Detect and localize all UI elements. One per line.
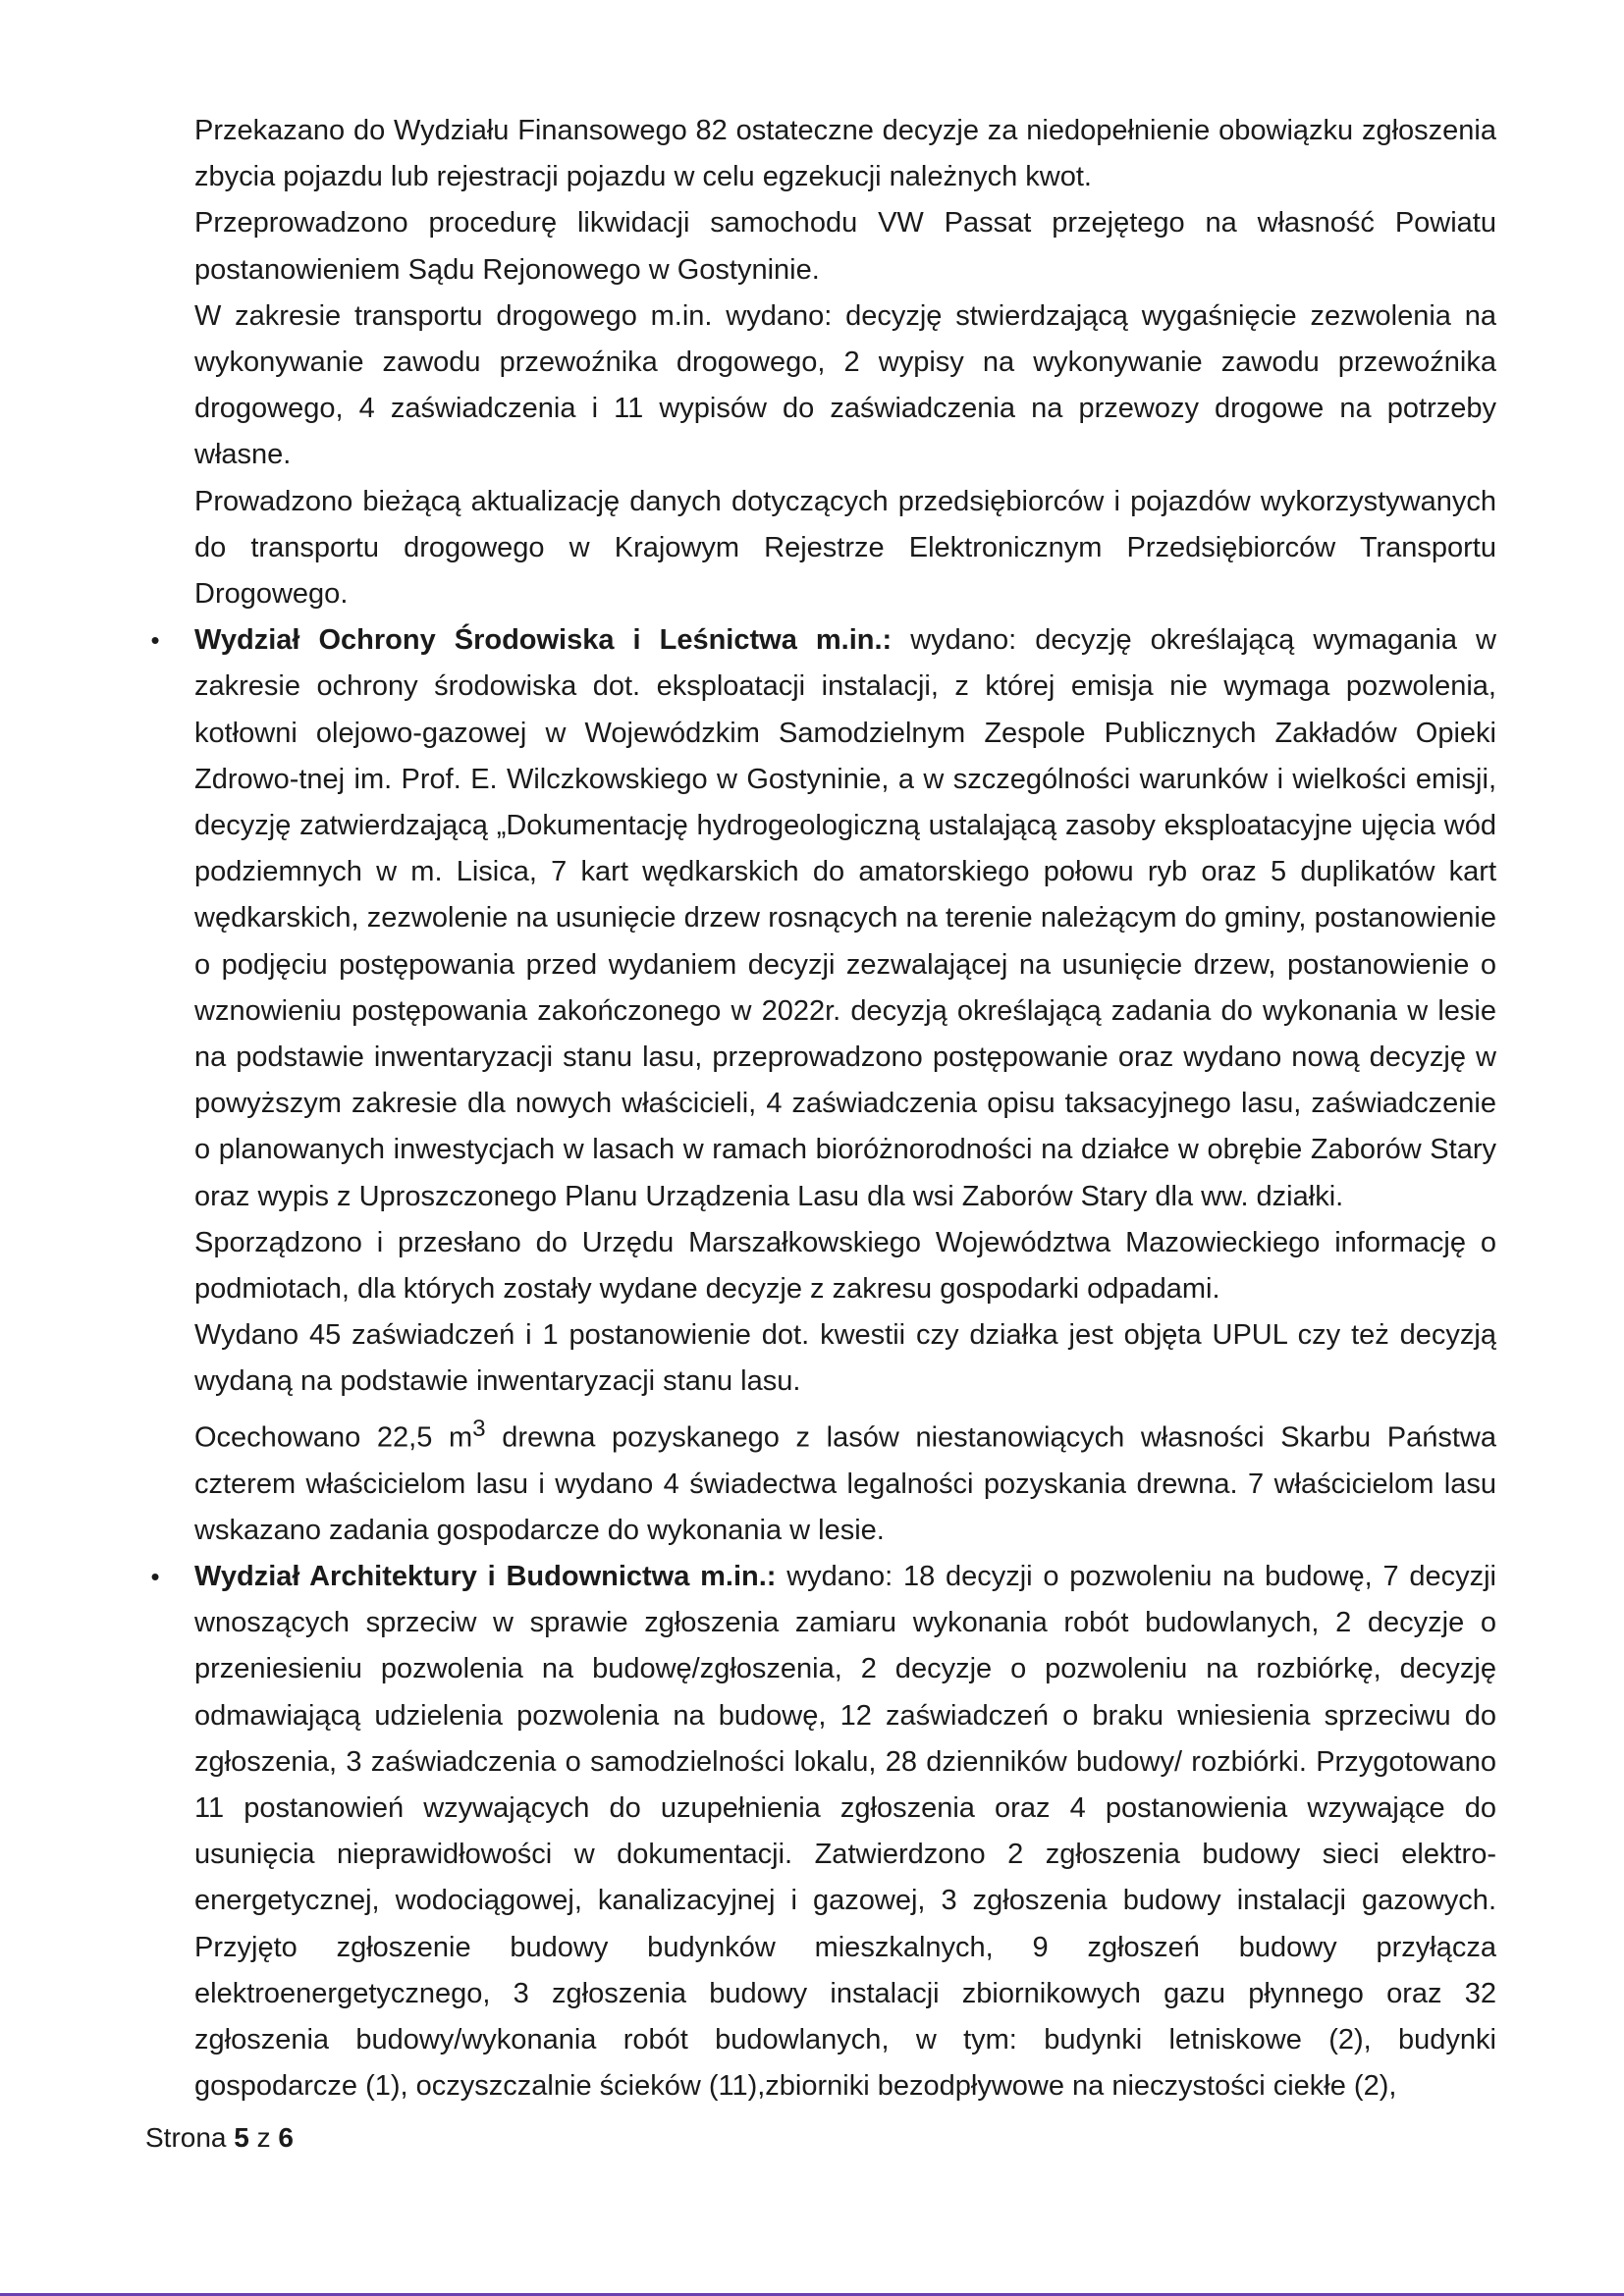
section-environment: [150, 617, 1496, 1554]
section-environment-text: wydano: decyzję określającą wymagania w zakresie ochrony środowiska dot. eksploatacji instalacji, z której emisja nie wymaga pozwolenia, kotłowni olejowo-gazowej w Wojewódzkim Samodzielnym Zespole Publicznych Zakładów Opieki Zdrowo-tnej im. Prof. E. Wilczkowskiego w Gostyninie, a w szczególności warunków i wielkości emisji, decyzję zatwierdzającą „Dokumentację hydrogeologiczną ustalającą zasoby eksploatacyjne ujęcia wód podziemnych w m. Lisica, 7 kart wędkarskich do amatorskiego połowu ryb oraz 5 duplikatów kart wędkarskich, zezwolenie na usunięcie drzew rosnących na terenie należącym do gminy, postanowienie o podjęciu postępowania przed wydaniem decyzji zezwalającej na usunięcie drzew, postanowienie o wznowieniu postępowania zakończonego w 2022r. decyzją określającą zadania do wykonania w lesie na podstawie inwentaryzacji stanu lasu, przeprowadzono postępowanie oraz wydano nową decyzję w powyższym zakresie dla nowych właścicieli, 4 zaświadczenia opisu taksacyjnego lasu, zaświadczenie o planowanych inwestycjach w lasach w ramach bioróżnorodności na działce w obrębie Zaborów Stary oraz wypis z Uproszczonego Planu Urządzenia Lasu dla wsi Zaborów Stary dla ww. działki.: [194, 624, 1496, 1212]
intro-paragraph-3: W zakresie transportu drogowego m.in. wydano: decyzję stwierdzającą wygaśnięcie zezwolenia na wykonywanie zawodu przewoźnika drogowego, 2 wypisy na wykonywanie zawodu przewoźnika drogowego, 4 zaświadczenia i 11 wypisów do zaświadczenia na przewozy drogowe na potrzeby własne.: [194, 299, 1496, 471]
section-environment-heading: Wydział Ochrony Środowiska i Leśnictwa m.in.:: [194, 624, 893, 657]
footer-label: Strona: [145, 2122, 227, 2153]
wood-text-after: drewna pozyskanego z lasów niestanowiących własności Skarbu Państwa czterem właścicielom lasu i wydano 4 świadectwa legalności pozyskania drewna. 7 właścicielom lasu wskazano zadania gospodarcze do wykonania w lesie.: [194, 1421, 1496, 1546]
bullet-icon: •: [150, 625, 160, 656]
document-body: [150, 108, 1496, 2109]
footer-separator: z: [256, 2122, 271, 2153]
section-architecture-lead: [194, 1554, 1496, 2109]
section-architecture-heading: Wydział Architektury i Budownictwa m.in.:: [194, 1560, 777, 1592]
intro-paragraph-1: Przekazano do Wydziału Finansowego 82 ostateczne decyzje za niedopełnienie obowiązku zgłoszenia zbycia pojazdu lub rejestracji pojazdu w celu egzekucji należnych kwot.: [194, 115, 1496, 193]
section-environment-wood-paragraph: [194, 1406, 1496, 1554]
footer-total-pages: 6: [278, 2122, 294, 2153]
intro-paragraph-4: Prowadzono bieżącą aktualizację danych dotyczących przedsiębiorców i pojazdów wykorzystywanych do transportu drogowego w Krajowym Rejestrze Elektronicznym Przedsiębiorców Transportu Drogowego.: [194, 485, 1496, 611]
wood-unit-superscript: 3: [472, 1415, 486, 1442]
footer-current-page: 5: [234, 2122, 249, 2153]
page-footer: [145, 2118, 294, 2158]
section-environment-lead: [194, 617, 1496, 1220]
section-environment-paragraph-1: Sporządzono i przesłano do Urzędu Marszałkowskiego Województwa Mazowieckiego informację o podmiotach, dla których zostały wydane decyzje z zakresu gospodarki odpadami.: [194, 1226, 1496, 1306]
section-architecture: [150, 1554, 1496, 2109]
section-architecture-text: wydano: 18 decyzji o pozwoleniu na budowę, 7 decyzji wnoszących sprzeciw w sprawie zgłoszenia zamiaru wykonania robót budowlanych, 2 decyzje o przeniesieniu pozwolenia na budowę/zgłoszenia, 2 decyzje o pozwoleniu na rozbiórkę, decyzję odmawiającą udzielenia pozwolenia na budowę, 12 zaświadczeń o braku wniesienia sprzeciwu do zgłoszenia, 3 zaświadczenia o samodzielności lokalu, 28 dzienników budowy/ rozbiórki. Przygotowano 11 postanowień wzywających do uzupełnienia zgłoszenia oraz 4 postanowienia wzywające do usunięcia nieprawidłowości w dokumentacji. Zatwierdzono 2 zgłoszenia budowy sieci elektro-energetycznej, wodociągowej, kanalizacyjnej i gazowej, 3 zgłoszenia budowy instalacji gazowych. Przyjęto zgłoszenie budowy budynków mieszkalnych, 9 zgłoszeń budowy przyłącza elektroenergetycznego, 3 zgłoszenia budowy instalacji zbiornikowych gazu płynnego oraz 32 zgłoszenia budowy/wykonania robót budowlanych, w tym: budynki letniskowe (2), budynki gospodarcze (1), oczyszczalnie ścieków (11),zbiorniki bezodpływowe na nieczystości ciekłe (2),: [194, 1560, 1496, 2103]
bullet-icon: •: [150, 1561, 160, 1591]
intro-paragraph-2: Przeprowadzono procedurę likwidacji samochodu VW Passat przejętego na własność Powiatu postanowieniem Sądu Rejonowego w Gostyninie.: [194, 207, 1496, 286]
wood-text-before: Ocechowano 22,5 m: [194, 1421, 473, 1454]
section-environment-paragraph-2: Wydano 45 zaświadczeń i 1 postanowienie dot. kwestii czy działka jest objęta UPUL czy też decyzją wydaną na podstawie inwentaryzacji stanu lasu.: [194, 1319, 1496, 1398]
